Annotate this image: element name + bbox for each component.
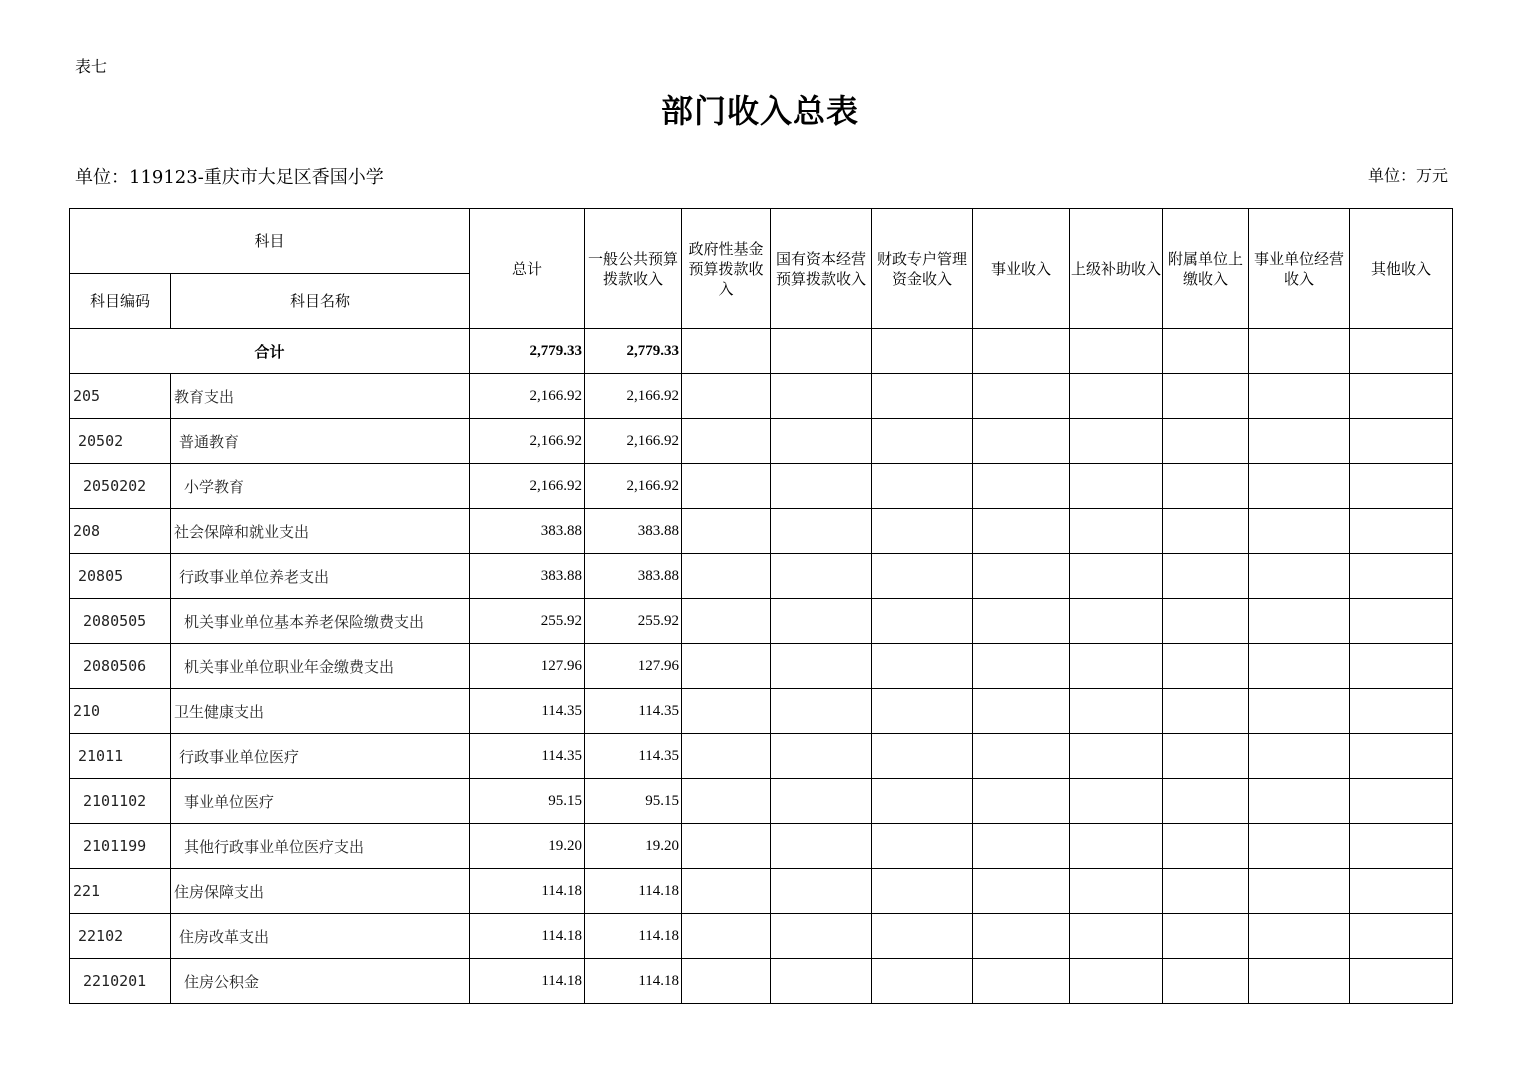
table-row xyxy=(70,464,1453,509)
subject-name-cell: 社会保障和就业支出 xyxy=(171,509,470,554)
empty-cell xyxy=(1350,824,1453,869)
table-number: 表七 xyxy=(75,57,108,76)
empty-cell xyxy=(1249,914,1350,959)
subject-name-cell: 住房改革支出 xyxy=(171,914,470,959)
empty-cell xyxy=(771,689,872,734)
total-cell: 19.20 xyxy=(470,824,585,869)
empty-cell xyxy=(682,734,771,779)
total-cell: 2,166.92 xyxy=(470,464,585,509)
general-budget-cell: 114.35 xyxy=(585,689,682,734)
table-row xyxy=(70,824,1453,869)
subject-code-cell: 221 xyxy=(70,869,171,914)
income-summary-table xyxy=(69,208,1453,1004)
subject-name-cell: 事业单位医疗 xyxy=(171,779,470,824)
header-business-income: 事业收入 xyxy=(973,209,1070,329)
empty-cell xyxy=(682,824,771,869)
table-row xyxy=(70,734,1453,779)
empty-cell xyxy=(973,914,1070,959)
empty-cell xyxy=(1350,464,1453,509)
empty-cell xyxy=(1249,329,1350,374)
header-state-capital: 国有资本经营预算拨款收入 xyxy=(771,209,872,329)
empty-cell xyxy=(1249,734,1350,779)
table-row xyxy=(70,644,1453,689)
total-cell: 114.18 xyxy=(470,959,585,1004)
empty-cell xyxy=(1070,644,1163,689)
subject-name-cell: 其他行政事业单位医疗支出 xyxy=(171,824,470,869)
total-cell: 255.92 xyxy=(470,599,585,644)
header-superior-subsidy: 上级补助收入 xyxy=(1070,209,1163,329)
empty-cell xyxy=(771,869,872,914)
empty-cell xyxy=(682,959,771,1004)
total-row xyxy=(70,329,1453,374)
empty-cell xyxy=(872,779,973,824)
empty-cell xyxy=(872,689,973,734)
total-cell: 114.18 xyxy=(470,869,585,914)
total-amount: 2,779.33 xyxy=(470,329,585,374)
empty-cell xyxy=(771,959,872,1004)
empty-cell xyxy=(1249,374,1350,419)
subject-code-cell: 210 xyxy=(70,689,171,734)
empty-cell xyxy=(1163,599,1249,644)
general-budget-cell: 95.15 xyxy=(585,779,682,824)
empty-cell xyxy=(872,464,973,509)
total-cell: 383.88 xyxy=(470,554,585,599)
general-budget-cell: 114.35 xyxy=(585,734,682,779)
currency-unit: 单位：万元 xyxy=(1367,166,1448,185)
header-gov-fund: 政府性基金预算拨款收入 xyxy=(682,209,771,329)
empty-cell xyxy=(872,869,973,914)
empty-cell xyxy=(682,509,771,554)
header-special-fund: 财政专户管理资金收入 xyxy=(872,209,973,329)
subject-code-cell: 2101102 xyxy=(70,779,171,824)
empty-cell xyxy=(771,554,872,599)
empty-cell xyxy=(682,464,771,509)
subject-name-cell: 卫生健康支出 xyxy=(171,689,470,734)
general-budget-cell: 255.92 xyxy=(585,599,682,644)
empty-cell xyxy=(1163,329,1249,374)
empty-cell xyxy=(872,599,973,644)
general-budget-cell: 383.88 xyxy=(585,509,682,554)
empty-cell xyxy=(1070,374,1163,419)
total-general-budget: 2,779.33 xyxy=(585,329,682,374)
subject-code-cell: 2050202 xyxy=(70,464,171,509)
empty-cell xyxy=(771,644,872,689)
subject-name-cell: 机关事业单位基本养老保险缴费支出 xyxy=(171,599,470,644)
table-row xyxy=(70,779,1453,824)
empty-cell xyxy=(872,419,973,464)
total-cell: 2,166.92 xyxy=(470,374,585,419)
empty-cell xyxy=(872,374,973,419)
empty-cell xyxy=(1163,734,1249,779)
total-label: 合计 xyxy=(70,329,470,374)
empty-cell xyxy=(771,824,872,869)
empty-cell xyxy=(973,779,1070,824)
table-row xyxy=(70,419,1453,464)
empty-cell xyxy=(682,554,771,599)
table-row xyxy=(70,914,1453,959)
subject-code-cell: 208 xyxy=(70,509,171,554)
table-row xyxy=(70,869,1453,914)
general-budget-cell: 2,166.92 xyxy=(585,419,682,464)
empty-cell xyxy=(1163,374,1249,419)
subject-name-cell: 行政事业单位养老支出 xyxy=(171,554,470,599)
empty-cell xyxy=(1350,599,1453,644)
subject-code-cell: 2210201 xyxy=(70,959,171,1004)
empty-cell xyxy=(1249,554,1350,599)
general-budget-cell: 127.96 xyxy=(585,644,682,689)
total-cell: 95.15 xyxy=(470,779,585,824)
subject-name-cell: 教育支出 xyxy=(171,374,470,419)
subject-name-cell: 机关事业单位职业年金缴费支出 xyxy=(171,644,470,689)
empty-cell xyxy=(1249,959,1350,1004)
general-budget-cell: 2,166.92 xyxy=(585,464,682,509)
subject-name-cell: 普通教育 xyxy=(171,419,470,464)
header-other-income: 其他收入 xyxy=(1350,209,1453,329)
empty-cell xyxy=(1070,869,1163,914)
empty-cell xyxy=(1350,329,1453,374)
empty-cell xyxy=(771,419,872,464)
subject-name-cell: 行政事业单位医疗 xyxy=(171,734,470,779)
empty-cell xyxy=(1163,779,1249,824)
empty-cell xyxy=(872,329,973,374)
empty-cell xyxy=(1070,824,1163,869)
empty-cell xyxy=(1163,644,1249,689)
empty-cell xyxy=(1249,644,1350,689)
empty-cell xyxy=(973,554,1070,599)
empty-cell xyxy=(1350,554,1453,599)
empty-cell xyxy=(1070,689,1163,734)
empty-cell xyxy=(682,374,771,419)
header-operating-income: 事业单位经营收入 xyxy=(1249,209,1350,329)
empty-cell xyxy=(1350,779,1453,824)
empty-cell xyxy=(771,599,872,644)
general-budget-cell: 114.18 xyxy=(585,914,682,959)
header-total: 总计 xyxy=(470,209,585,329)
empty-cell xyxy=(872,914,973,959)
empty-cell xyxy=(1070,329,1163,374)
empty-cell xyxy=(872,554,973,599)
table-row xyxy=(70,554,1453,599)
empty-cell xyxy=(872,644,973,689)
empty-cell xyxy=(1350,869,1453,914)
empty-cell xyxy=(1249,464,1350,509)
empty-cell xyxy=(771,509,872,554)
empty-cell xyxy=(1249,779,1350,824)
general-budget-cell: 383.88 xyxy=(585,554,682,599)
subject-code-cell: 20805 xyxy=(70,554,171,599)
empty-cell xyxy=(1070,419,1163,464)
subject-code-cell: 2080505 xyxy=(70,599,171,644)
empty-cell xyxy=(771,374,872,419)
empty-cell xyxy=(771,734,872,779)
empty-cell xyxy=(973,509,1070,554)
empty-cell xyxy=(1070,599,1163,644)
empty-cell xyxy=(1163,959,1249,1004)
header-affiliate-income: 附属单位上缴收入 xyxy=(1163,209,1249,329)
total-cell: 114.35 xyxy=(470,689,585,734)
empty-cell xyxy=(1249,869,1350,914)
empty-cell xyxy=(682,329,771,374)
empty-cell xyxy=(973,329,1070,374)
empty-cell xyxy=(1163,824,1249,869)
empty-cell xyxy=(973,644,1070,689)
empty-cell xyxy=(872,734,973,779)
empty-cell xyxy=(1249,509,1350,554)
table-row xyxy=(70,689,1453,734)
header-subject-name: 科目名称 xyxy=(171,274,470,329)
empty-cell xyxy=(1249,599,1350,644)
empty-cell xyxy=(1350,689,1453,734)
empty-cell xyxy=(1070,779,1163,824)
subject-code-cell: 2080506 xyxy=(70,644,171,689)
total-cell: 127.96 xyxy=(470,644,585,689)
empty-cell xyxy=(682,869,771,914)
empty-cell xyxy=(872,824,973,869)
empty-cell xyxy=(973,599,1070,644)
page-title: 部门收入总表 xyxy=(660,92,859,130)
empty-cell xyxy=(1350,644,1453,689)
table-row xyxy=(70,959,1453,1004)
empty-cell xyxy=(1350,914,1453,959)
subject-code-cell: 21011 xyxy=(70,734,171,779)
empty-cell xyxy=(1070,914,1163,959)
empty-cell xyxy=(682,599,771,644)
empty-cell xyxy=(1350,374,1453,419)
empty-cell xyxy=(682,689,771,734)
empty-cell xyxy=(973,869,1070,914)
total-cell: 114.35 xyxy=(470,734,585,779)
empty-cell xyxy=(1163,914,1249,959)
empty-cell xyxy=(1350,734,1453,779)
empty-cell xyxy=(682,419,771,464)
empty-cell xyxy=(973,464,1070,509)
empty-cell xyxy=(1163,869,1249,914)
empty-cell xyxy=(973,374,1070,419)
empty-cell xyxy=(1070,959,1163,1004)
general-budget-cell: 2,166.92 xyxy=(585,374,682,419)
empty-cell xyxy=(771,329,872,374)
subject-code-cell: 205 xyxy=(70,374,171,419)
general-budget-cell: 19.20 xyxy=(585,824,682,869)
empty-cell xyxy=(1163,554,1249,599)
empty-cell xyxy=(973,419,1070,464)
empty-cell xyxy=(1163,419,1249,464)
header-row-1 xyxy=(70,209,1453,274)
empty-cell xyxy=(1163,689,1249,734)
empty-cell xyxy=(973,734,1070,779)
empty-cell xyxy=(682,779,771,824)
subject-code-cell: 2101199 xyxy=(70,824,171,869)
empty-cell xyxy=(872,509,973,554)
subject-code-cell: 20502 xyxy=(70,419,171,464)
table-row xyxy=(70,509,1453,554)
empty-cell xyxy=(1070,509,1163,554)
table-row xyxy=(70,599,1453,644)
empty-cell xyxy=(1070,734,1163,779)
empty-cell xyxy=(1249,824,1350,869)
empty-cell xyxy=(973,959,1070,1004)
subject-name-cell: 住房保障支出 xyxy=(171,869,470,914)
empty-cell xyxy=(771,779,872,824)
table-row xyxy=(70,374,1453,419)
general-budget-cell: 114.18 xyxy=(585,869,682,914)
header-subject: 科目 xyxy=(70,209,470,274)
empty-cell xyxy=(1350,959,1453,1004)
organization-unit: 单位：119123-重庆市大足区香国小学 xyxy=(75,167,384,188)
empty-cell xyxy=(973,824,1070,869)
total-cell: 114.18 xyxy=(470,914,585,959)
total-cell: 2,166.92 xyxy=(470,419,585,464)
total-cell: 383.88 xyxy=(470,509,585,554)
empty-cell xyxy=(1249,689,1350,734)
empty-cell xyxy=(771,914,872,959)
empty-cell xyxy=(973,689,1070,734)
empty-cell xyxy=(1070,554,1163,599)
general-budget-cell: 114.18 xyxy=(585,959,682,1004)
empty-cell xyxy=(1249,419,1350,464)
subject-name-cell: 小学教育 xyxy=(171,464,470,509)
empty-cell xyxy=(682,644,771,689)
header-general-budget: 一般公共预算拨款收入 xyxy=(585,209,682,329)
empty-cell xyxy=(1070,464,1163,509)
empty-cell xyxy=(872,959,973,1004)
empty-cell xyxy=(1350,419,1453,464)
header-subject-code: 科目编码 xyxy=(70,274,171,329)
empty-cell xyxy=(682,914,771,959)
empty-cell xyxy=(1350,509,1453,554)
subject-name-cell: 住房公积金 xyxy=(171,959,470,1004)
empty-cell xyxy=(771,464,872,509)
subject-code-cell: 22102 xyxy=(70,914,171,959)
empty-cell xyxy=(1163,464,1249,509)
empty-cell xyxy=(1163,509,1249,554)
